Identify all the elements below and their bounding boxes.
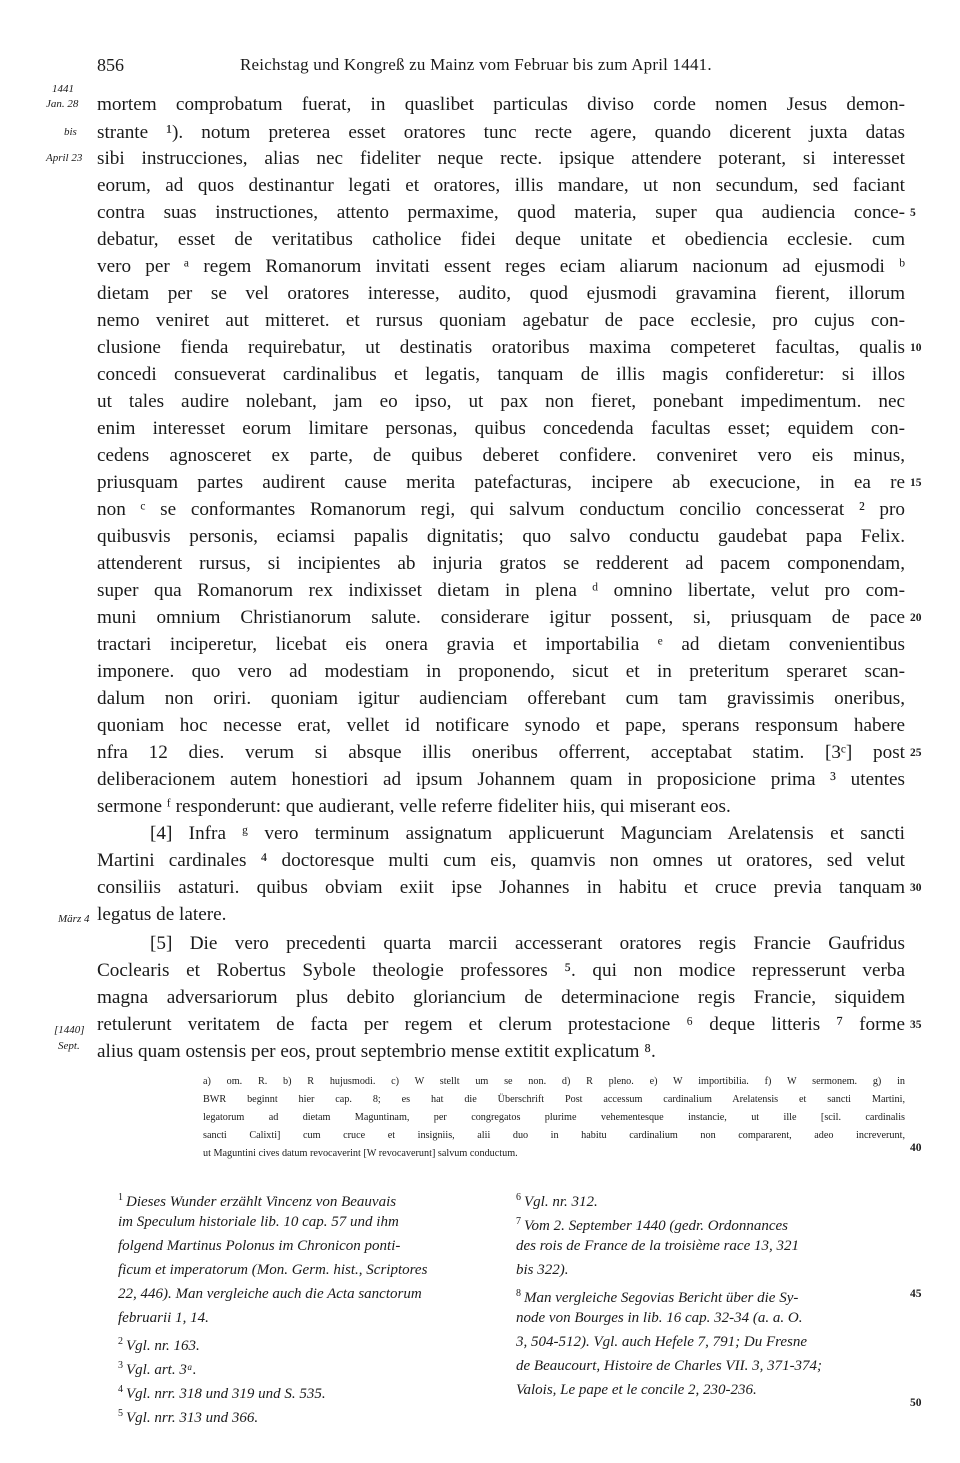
footnote-text: Valois, Le pape et le concile 2, 230-236.	[516, 1382, 757, 1398]
text-line: dietam per se vel oratores interesse, audito, quod ejusmodi gravamina fierent, illorum	[97, 283, 905, 304]
margin-note-date-end: April 23	[46, 152, 83, 164]
footnote-text: Vgl. art. 3ᵃ.	[126, 1362, 197, 1378]
margin-note-year-1440: [1440]	[54, 1024, 85, 1036]
page-number: 856	[97, 55, 124, 75]
footnote-line	[516, 1234, 799, 1258]
margin-note-year: 1441	[52, 83, 74, 95]
footnote-line	[118, 1402, 258, 1430]
text-line: sibi instrucciones, alias nec fideliter neque recte. ipsique attendere poterant, si interesset	[97, 148, 905, 169]
footnote-text: 22, 446). Man vergleiche auch die Acta sanctorum	[118, 1286, 422, 1302]
footnote-text: ficum et imperatorum (Mon. Germ. hist., Scriptores	[118, 1262, 428, 1278]
footnote-number: 5	[118, 1408, 123, 1419]
apparatus-line: legatorum ad dietam Maguntinam, per congregatos plurime vehementesque instancie, ut ille [scil. cardinalis	[203, 1112, 905, 1123]
line-number: 15	[910, 477, 922, 489]
text-line: Coclearis et Robertus Sybole theologie professores ⁵. qui non modice represserunt verba	[97, 960, 905, 981]
text-line: [5] Die vero precedenti quarta marcii accesserant oratores regis Francie Gaufridus	[150, 933, 905, 954]
text-line: mortem comprobatum fuerat, in quaslibet particulas diviso corde nomen Jesus demon-	[97, 94, 905, 115]
margin-note-maerz: März 4	[58, 913, 90, 925]
text-line: alius quam ostensis per eos, prout septembrio mense extitit explicatum ⁸.	[97, 1041, 656, 1062]
footnote-text: des rois de France de la troisième race 13, 321	[516, 1238, 800, 1254]
margin-note-bis: bis	[64, 126, 77, 138]
footnote-text: node von Bourges in lib. 16 cap. 32-34 (a. a. O.	[516, 1310, 803, 1326]
apparatus-line: a) om. R. b) R hujusmodi. c) W stellt um se non. d) R pleno. e) W importibilia. f) W sermonem. g) in	[203, 1076, 905, 1087]
apparatus-line: sancti Calixti] cum cruce et insigniis, alii duo in habitu cardinalium non compararent, adeo increverunt,	[203, 1130, 905, 1141]
text-line: cedens agnosceret ex parte, de quibus deberet confidere. conveniret vero eis minus,	[97, 445, 905, 466]
footnote-number: 7	[516, 1216, 521, 1227]
text-line: non ᶜ se conformantes Romanorum regi, qui salvum conductum concilio concesserat ² pro	[97, 499, 905, 520]
footnote-line	[516, 1306, 803, 1330]
line-number: 40	[910, 1142, 922, 1154]
text-line: priusquam partes audirent cause merita patefacturas, incipere ab execucione, in ea re	[97, 472, 905, 493]
text-line: retulerunt veritatem de facta per regem et clerum protestacione ⁶ deque litteris ⁷ forme	[97, 1014, 905, 1035]
footnote-text: 3, 504-512). Vgl. auch Hefele 7, 791; Du Fresne	[516, 1334, 808, 1350]
footnote-number: 8	[516, 1288, 521, 1299]
text-line: muni omnium Christianorum salute. considerare igitur possent, si, priusquam de pace	[97, 607, 905, 628]
line-number: 50	[910, 1397, 922, 1409]
text-line: super qua Romanorum rex indixisset dietam in plena ᵈ omnino libertate, velut pro com-	[97, 580, 905, 601]
text-line: strante ¹). notum preterea esset oratores tunc recte agere, quando dicerent juxta datas	[97, 122, 905, 143]
text-line: legatus de latere.	[97, 904, 227, 925]
footnote-text: Vgl. nrr. 313 und 366.	[126, 1410, 259, 1426]
footnote-text: Vgl. nr. 312.	[524, 1194, 598, 1210]
footnote-text: februarii 1, 14.	[118, 1310, 209, 1326]
text-line: dalum non oriri. quoniam igitur audienciam offerebant cum tam gravissimis oneribus,	[97, 688, 905, 709]
footnote-line	[118, 1258, 427, 1282]
footnote-line	[516, 1330, 807, 1354]
footnote-text: de Beaucourt, Histoire de Charles VII. 3, 371-374;	[516, 1358, 823, 1374]
line-number: 5	[910, 207, 916, 219]
footnote-text: im Speculum historiale lib. 10 cap. 57 und ihm	[118, 1214, 399, 1230]
footnote-number: 2	[118, 1336, 123, 1347]
running-title: Reichstag und Kongreß zu Mainz vom Februar bis zum April 1441.	[240, 55, 712, 74]
footnote-number: 3	[118, 1360, 123, 1371]
footnote-text: Vgl. nrr. 318 und 319 und S. 535.	[126, 1386, 326, 1402]
text-line: debatur, esset de veritatibus catholice fidei deque unitate et obediencia ecclesie. cum	[97, 229, 905, 250]
footnote-line	[118, 1234, 400, 1258]
text-line: enim interesset eorum limitare personas, quibus concedenda facultas esset; equidem con-	[97, 418, 905, 439]
apparatus-line: ut Maguntini cives datum revocaverint [W revocaverunt] salvum conductum.	[203, 1148, 518, 1159]
line-number: 25	[910, 747, 922, 759]
footnote-line	[118, 1210, 399, 1234]
line-number: 30	[910, 882, 922, 894]
line-number: 35	[910, 1019, 922, 1031]
text-line: attenderent rursus, si incipientes ab injuria gratos se redderent ad pacem componendam,	[97, 553, 905, 574]
margin-note-date-start: Jan. 28	[46, 98, 79, 110]
text-line: tractari inciperetur, licebat eis onera gravia et importabilia ᵉ ad dietam convenientibus	[97, 634, 905, 655]
text-line: magna adversariorum plus debito gloriancium de determinacione regis Francie, siquidem	[97, 987, 905, 1008]
line-number: 45	[910, 1288, 922, 1300]
text-line: concedi consueverat cardinalibus et legatis, tanquam de illis magis confideretur: si illos	[97, 364, 905, 385]
margin-note-sept: Sept.	[58, 1040, 80, 1052]
footnote-line	[516, 1354, 822, 1378]
footnote-text: folgend Martinus Polonus im Chronicon ponti-	[118, 1238, 401, 1254]
footnote-text: Vgl. nr. 163.	[126, 1338, 200, 1354]
footnote-text: Man vergleiche Segovias Bericht über die Sy-	[524, 1290, 799, 1306]
text-line: sermone ᶠ responderunt: que audierant, velle referre fideliter hiis, qui miserant eos.	[97, 796, 731, 817]
text-line: quoniam hoc necesse erat, vellet id notificare synodo et pape, sperans responsum habere	[97, 715, 905, 736]
text-line: vero per ᵃ regem Romanorum invitati essent reges eciam aliarum nacionum ad ejusmodi ᵇ	[97, 256, 905, 277]
footnote-text: bis 322).	[516, 1262, 569, 1278]
text-line: clusione fienda requirebatur, ut destinatis oratoribus maxima competeret facultas, qualis	[97, 337, 905, 358]
text-line: contra suas instructiones, attento permaxime, quod materia, super qua audiencia conce-	[97, 202, 905, 223]
apparatus-line: BWR beginnt hier cap. 8; es hat die Überschrift Post accessum cardinalium Arelatensis et sancti Martini,	[203, 1094, 905, 1105]
text-line: ut tales audire nolebant, jam eo ipso, ut pax non fieret, ponebant impedimentum. nec	[97, 391, 905, 412]
text-line: nfra 12 dies. verum si absque illis oneribus offerrent, acceptabat statim. [3ᶜ] post	[97, 742, 905, 763]
footnote-number: 6	[516, 1192, 521, 1203]
page-header	[0, 55, 960, 81]
text-line: consiliis astaturi. quibus obviam exiit ipse Johannes in habitu et cruce previa tanquam	[97, 877, 905, 898]
footnote-text: Dieses Wunder erzählt Vincenz von Beauvais	[126, 1194, 397, 1210]
footnote-line	[516, 1258, 569, 1282]
text-line: quibusvis personis, eciamsi papalis dignitatis; quo salvo conductu gaudebat papa Felix.	[97, 526, 905, 547]
footnote-number: 1	[118, 1192, 123, 1203]
text-line: [4] Infra ᵍ vero terminum assignatum applicuerunt Magunciam Arelatensis et sancti	[150, 823, 905, 844]
text-line: nemo veniret aut mitteret. et rursus quoniam agebatur de pace ecclesie, pro cujus con-	[97, 310, 905, 331]
line-number: 10	[910, 342, 922, 354]
footnote-line	[516, 1378, 757, 1402]
text-line: Martini cardinales ⁴ doctoresque multi cum eis, quamvis non omnes ut oratores, sed velut	[97, 850, 905, 871]
line-number: 20	[910, 612, 922, 624]
text-line: imponere. quo vero ad modestiam in proponendo, sicut et in preteritum speraret scan-	[97, 661, 905, 682]
footnote-number: 4	[118, 1384, 123, 1395]
footnote-line	[118, 1282, 422, 1306]
text-line: deliberacionem autem honestiori ad ipsum Johannem quam in proposicione prima ³ utentes	[97, 769, 905, 790]
footnote-line	[118, 1306, 209, 1330]
footnote-text: Vom 2. September 1440 (gedr. Ordonnances	[524, 1218, 788, 1234]
text-line: eorum, ad quos destinantur legati et oratores, illis mandare, ut non secundum, sed faciant	[97, 175, 905, 196]
